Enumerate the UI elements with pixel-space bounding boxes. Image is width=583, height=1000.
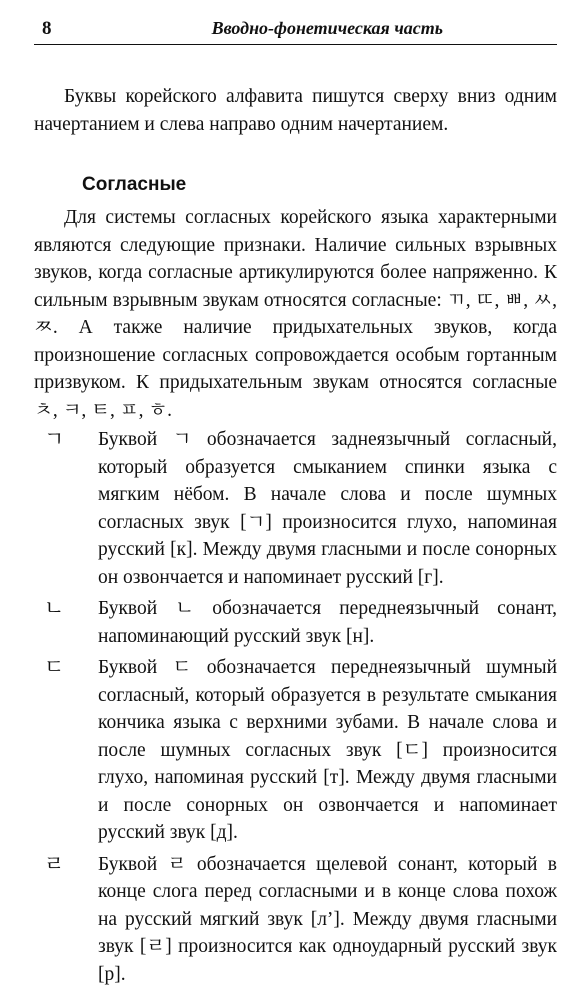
running-title: Вводно-фонетическая часть	[211, 18, 443, 38]
entry-text: Буквой ㄱ обозначается заднеязычный согласный, который образуется смыканием спинки языка с мягким нёбом. В начале слова и после шумных согласных звук [ㄱ] произносится глухо, напоминая русский [к]. Между двумя гласными и после сонорных он озвончается и напоминает русский [г].	[98, 429, 557, 588]
entry-letter: ㄷ	[44, 655, 65, 679]
entry-letter: ㄹ	[44, 851, 65, 876]
entry-text: Буквой ㄴ обозначается переднеязычный сонант, напоминающий русский звук [н].	[98, 598, 557, 647]
letter-entry-rieul	[34, 851, 557, 989]
intro-paragraph: Буквы корейского алфавита пишутся сверху вниз одним начертанием и слева направо одним начертанием.	[34, 86, 557, 135]
entry-text: Буквой ㄹ обозначается щелевой сонант, который в конце слога перед согласными и в конце слова похож на русский мягкий звук [л’]. Между двумя гласными звук [ㄹ] произносится как одноударный русский звук [р].	[98, 853, 557, 985]
entry-text: Буквой ㄷ обозначается переднеязычный шумный согласный, который образуется в результате смыкания кончика языка с верхними зубами. В начале слова и после шумных согласных звук [ㄷ] произносится глухо, напоминая русский [т]. Между двумя гласными и после сонорных он озвончается и напоминает русский звук [д].	[98, 657, 557, 843]
page-number: 8	[42, 18, 52, 39]
consonants-paragraph: Для системы согласных корейского языка характерными являются следующие признаки. Наличие сильных взрывных звуков, когда согласные артикулируются более напряженно. К сильным взрывным звукам относятся согласные: ㄲ, ㄸ, ㅃ, ㅆ, ㅉ. А также наличие придыхательных звуков, когда произношение согласных сопровождается особым гортанным призвуком. К придыхательным звукам относятся согласные ㅊ, ㅋ, ㅌ, ㅍ, ㅎ.	[34, 207, 557, 421]
entry-letter: ㄴ	[44, 596, 65, 620]
letter-entry-digeut	[34, 654, 557, 847]
page-header	[34, 18, 557, 45]
letter-entry-giyeok	[34, 426, 557, 591]
entry-letter: ㄱ	[44, 427, 65, 451]
section-title: Согласные	[82, 174, 187, 195]
letter-entry-nieun	[34, 595, 557, 650]
